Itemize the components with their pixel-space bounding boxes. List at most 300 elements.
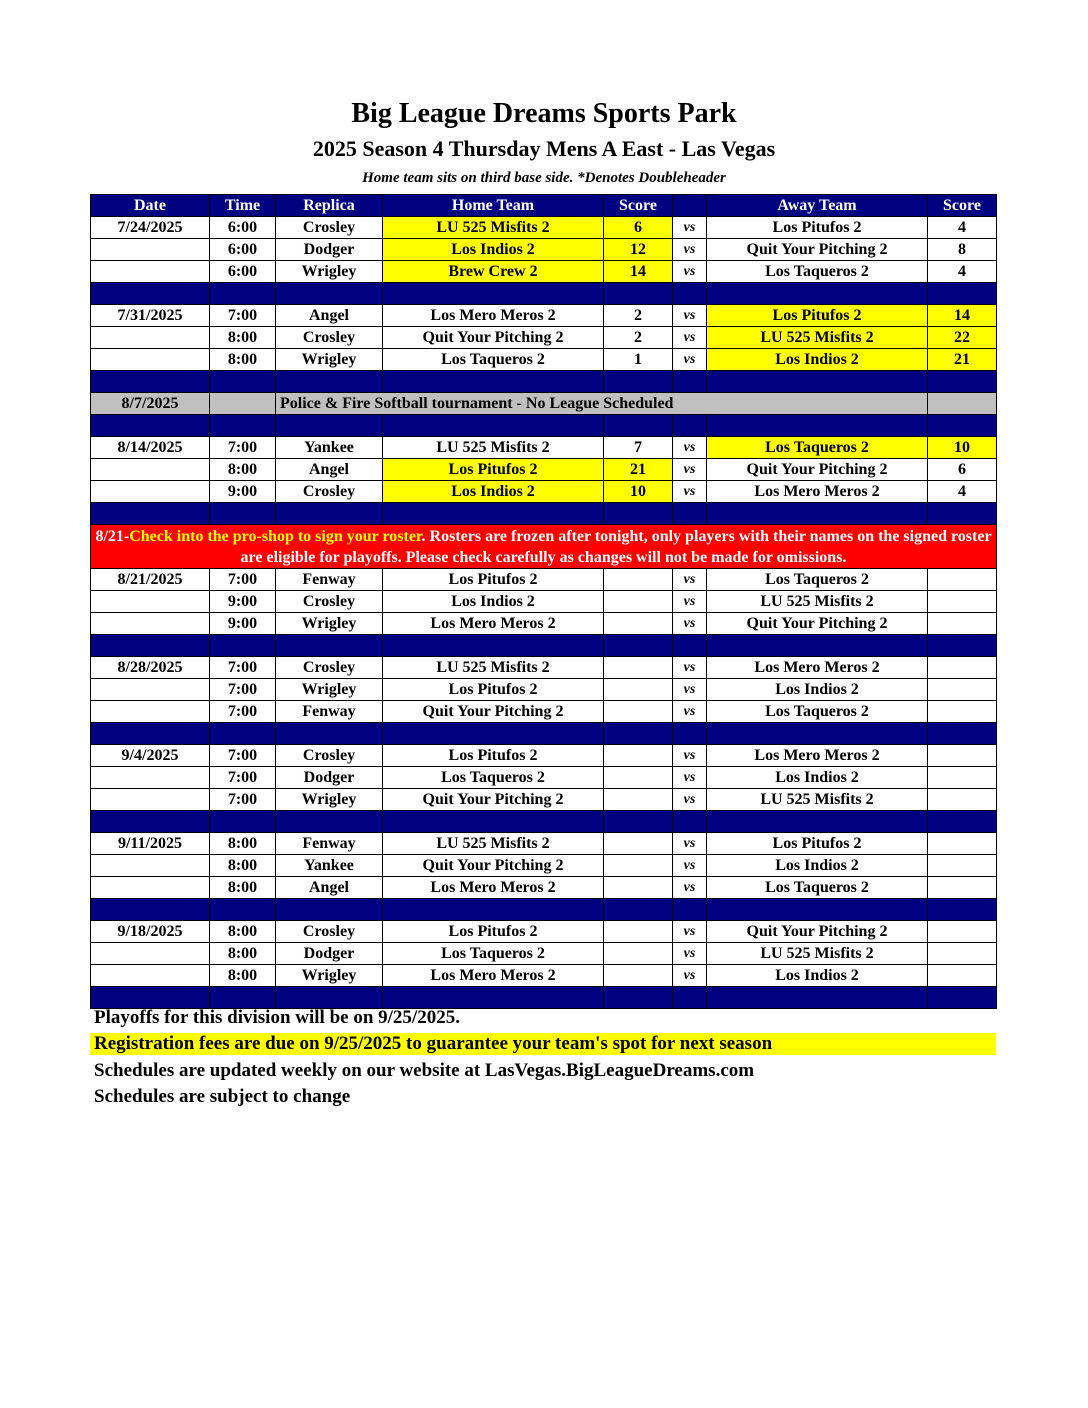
away-team: Los Pitufos 2 [707, 217, 928, 239]
separator-cell [383, 811, 604, 833]
away-score: 14 [928, 305, 997, 327]
game-time: 7:00 [210, 437, 276, 459]
separator-cell [673, 811, 707, 833]
home-team: LU 525 Misfits 2 [383, 657, 604, 679]
home-score [604, 833, 673, 855]
separator-cell [276, 811, 383, 833]
home-score [604, 789, 673, 811]
home-team: LU 525 Misfits 2 [383, 217, 604, 239]
separator-cell [276, 503, 383, 525]
col-away-score: Score [928, 195, 997, 217]
game-row [91, 943, 997, 965]
away-team: Los Mero Meros 2 [707, 745, 928, 767]
away-team: Los Mero Meros 2 [707, 657, 928, 679]
separator-cell [673, 987, 707, 1009]
separator-cell [383, 635, 604, 657]
separator-cell [604, 283, 673, 305]
vs-label: vs [673, 965, 707, 987]
away-score [928, 943, 997, 965]
home-team: Los Pitufos 2 [383, 459, 604, 481]
game-row [91, 239, 997, 261]
week-date-empty [91, 877, 210, 899]
separator-cell [91, 371, 210, 393]
separator-cell [604, 987, 673, 1009]
away-team: Los Taqueros 2 [707, 437, 928, 459]
game-time: 8:00 [210, 921, 276, 943]
game-field: Crosley [276, 217, 383, 239]
home-score [604, 591, 673, 613]
game-time: 7:00 [210, 701, 276, 723]
separator-cell [707, 503, 928, 525]
game-row [91, 327, 997, 349]
week-date-empty [91, 591, 210, 613]
separator-cell [383, 371, 604, 393]
notice-empty [210, 393, 276, 415]
separator-cell [604, 635, 673, 657]
vs-label: vs [673, 261, 707, 283]
game-time: 8:00 [210, 459, 276, 481]
separator-cell [276, 415, 383, 437]
vs-label: vs [673, 921, 707, 943]
separator-row [91, 987, 997, 1009]
away-score: 4 [928, 217, 997, 239]
home-team: Los Indios 2 [383, 239, 604, 261]
game-row [91, 261, 997, 283]
game-field: Angel [276, 877, 383, 899]
separator-cell [210, 723, 276, 745]
home-score [604, 701, 673, 723]
col-away-team: Away Team [707, 195, 928, 217]
game-time: 7:00 [210, 745, 276, 767]
separator-cell [707, 811, 928, 833]
game-time: 8:00 [210, 965, 276, 987]
separator-cell [383, 987, 604, 1009]
game-field: Fenway [276, 833, 383, 855]
home-score: 14 [604, 261, 673, 283]
away-score: 21 [928, 349, 997, 371]
game-row [91, 305, 997, 327]
separator-cell [210, 811, 276, 833]
game-field: Crosley [276, 745, 383, 767]
away-score [928, 855, 997, 877]
game-field: Yankee [276, 437, 383, 459]
home-team: Los Taqueros 2 [383, 349, 604, 371]
change-note: Schedules are subject to change [94, 1086, 351, 1107]
game-field: Wrigley [276, 349, 383, 371]
away-score [928, 877, 997, 899]
vs-label: vs [673, 349, 707, 371]
game-time: 6:00 [210, 239, 276, 261]
away-score [928, 679, 997, 701]
separator-cell [210, 415, 276, 437]
away-team: Quit Your Pitching 2 [707, 613, 928, 635]
vs-label: vs [673, 437, 707, 459]
week-date: 7/31/2025 [91, 305, 210, 327]
home-team: LU 525 Misfits 2 [383, 833, 604, 855]
notice-message: Police & Fire Softball tournament - No League Scheduled [276, 393, 928, 415]
game-field: Fenway [276, 701, 383, 723]
roster-alert-row [91, 525, 997, 569]
game-row [91, 833, 997, 855]
game-field: Dodger [276, 943, 383, 965]
week-date-empty [91, 965, 210, 987]
vs-label: vs [673, 613, 707, 635]
separator-row [91, 415, 997, 437]
game-field: Crosley [276, 327, 383, 349]
separator-cell [928, 723, 997, 745]
week-date-empty [91, 679, 210, 701]
away-score [928, 745, 997, 767]
week-date: 8/21/2025 [91, 569, 210, 591]
home-team: LU 525 Misfits 2 [383, 437, 604, 459]
away-score [928, 569, 997, 591]
separator-cell [383, 723, 604, 745]
separator-cell [276, 723, 383, 745]
schedule-table [90, 194, 997, 1009]
away-team: Los Indios 2 [707, 349, 928, 371]
separator-cell [91, 811, 210, 833]
away-team: LU 525 Misfits 2 [707, 789, 928, 811]
home-team: Brew Crew 2 [383, 261, 604, 283]
schedule-note: Home team sits on third base side. *Denotes Doubleheader [362, 170, 726, 186]
vs-label: vs [673, 239, 707, 261]
game-row [91, 701, 997, 723]
vs-label: vs [673, 217, 707, 239]
game-time: 7:00 [210, 789, 276, 811]
separator-cell [707, 723, 928, 745]
home-score: 21 [604, 459, 673, 481]
away-team: Quit Your Pitching 2 [707, 459, 928, 481]
away-score: 22 [928, 327, 997, 349]
separator-cell [673, 635, 707, 657]
vs-label: vs [673, 943, 707, 965]
game-field: Wrigley [276, 965, 383, 987]
separator-cell [276, 635, 383, 657]
away-team: Los Taqueros 2 [707, 877, 928, 899]
separator-cell [91, 283, 210, 305]
col-vs [673, 195, 707, 217]
separator-cell [91, 987, 210, 1009]
col-date: Date [91, 195, 210, 217]
game-field: Dodger [276, 239, 383, 261]
week-date-empty [91, 767, 210, 789]
week-date-empty [91, 701, 210, 723]
separator-cell [604, 899, 673, 921]
separator-cell [91, 503, 210, 525]
game-time: 9:00 [210, 591, 276, 613]
separator-cell [91, 723, 210, 745]
game-time: 9:00 [210, 613, 276, 635]
home-score: 2 [604, 305, 673, 327]
separator-cell [210, 503, 276, 525]
home-score: 6 [604, 217, 673, 239]
col-home-score: Score [604, 195, 673, 217]
vs-label: vs [673, 327, 707, 349]
home-score [604, 569, 673, 591]
home-team: Los Taqueros 2 [383, 767, 604, 789]
separator-cell [91, 899, 210, 921]
roster-alert [91, 525, 997, 569]
away-score [928, 767, 997, 789]
no-league-row [91, 393, 997, 415]
separator-cell [276, 283, 383, 305]
separator-cell [707, 371, 928, 393]
separator-cell [707, 987, 928, 1009]
game-row [91, 745, 997, 767]
page-subtitle: 2025 Season 4 Thursday Mens A East - Las Vegas [312, 136, 776, 161]
separator-cell [276, 371, 383, 393]
separator-cell [928, 415, 997, 437]
game-row [91, 613, 997, 635]
separator-cell [276, 899, 383, 921]
separator-cell [707, 635, 928, 657]
separator-cell [928, 371, 997, 393]
game-field: Crosley [276, 657, 383, 679]
week-date-empty [91, 943, 210, 965]
home-team: Quit Your Pitching 2 [383, 855, 604, 877]
home-score: 12 [604, 239, 673, 261]
game-row [91, 437, 997, 459]
separator-cell [604, 723, 673, 745]
vs-label: vs [673, 833, 707, 855]
home-team: Los Pitufos 2 [383, 569, 604, 591]
away-team: Los Indios 2 [707, 767, 928, 789]
game-row [91, 921, 997, 943]
vs-label: vs [673, 459, 707, 481]
week-date: 7/24/2025 [91, 217, 210, 239]
week-date: 9/18/2025 [91, 921, 210, 943]
game-time: 7:00 [210, 569, 276, 591]
page-title: Big League Dreams Sports Park [351, 98, 737, 129]
home-team: Los Mero Meros 2 [383, 877, 604, 899]
separator-cell [673, 283, 707, 305]
separator-cell [673, 899, 707, 921]
week-date-empty [91, 261, 210, 283]
separator-cell [210, 899, 276, 921]
game-field: Crosley [276, 481, 383, 503]
home-score [604, 855, 673, 877]
separator-cell [604, 503, 673, 525]
alert-prefix: 8/21- [95, 527, 130, 545]
separator-cell [673, 371, 707, 393]
separator-row [91, 503, 997, 525]
home-score: 1 [604, 349, 673, 371]
separator-cell [928, 987, 997, 1009]
separator-cell [604, 371, 673, 393]
separator-cell [673, 415, 707, 437]
game-time: 8:00 [210, 349, 276, 371]
game-field: Wrigley [276, 613, 383, 635]
home-team: Quit Your Pitching 2 [383, 789, 604, 811]
game-field: Crosley [276, 591, 383, 613]
away-score: 10 [928, 437, 997, 459]
alert-text: . Rosters are frozen after tonight, only players with their names on the signed roster are eligible for playoffs. Please check carefully as changes will not be made for omissions. [240, 527, 992, 566]
game-field: Angel [276, 459, 383, 481]
vs-label: vs [673, 305, 707, 327]
game-row [91, 789, 997, 811]
game-time: 7:00 [210, 767, 276, 789]
separator-cell [707, 283, 928, 305]
home-score [604, 679, 673, 701]
week-date: 8/14/2025 [91, 437, 210, 459]
week-date-empty [91, 613, 210, 635]
vs-label: vs [673, 767, 707, 789]
home-team: Quit Your Pitching 2 [383, 327, 604, 349]
separator-cell [210, 635, 276, 657]
home-team: Los Indios 2 [383, 481, 604, 503]
vs-label: vs [673, 679, 707, 701]
away-score [928, 833, 997, 855]
home-score [604, 613, 673, 635]
week-date-empty [91, 239, 210, 261]
home-team: Los Pitufos 2 [383, 921, 604, 943]
week-date: 9/4/2025 [91, 745, 210, 767]
game-time: 8:00 [210, 877, 276, 899]
game-time: 6:00 [210, 261, 276, 283]
home-team: Los Mero Meros 2 [383, 305, 604, 327]
week-date-empty [91, 459, 210, 481]
separator-cell [383, 283, 604, 305]
website-note: Schedules are updated weekly on our website at LasVegas.BigLeagueDreams.com [94, 1060, 755, 1081]
playoffs-note: Playoffs for this division will be on 9/25/2025. [94, 1007, 460, 1028]
home-score [604, 921, 673, 943]
away-team: Quit Your Pitching 2 [707, 921, 928, 943]
away-team: Los Taqueros 2 [707, 261, 928, 283]
home-score [604, 745, 673, 767]
game-time: 6:00 [210, 217, 276, 239]
alert-highlight: Check into the pro-shop to sign your roster [129, 527, 422, 545]
away-score [928, 789, 997, 811]
separator-row [91, 723, 997, 745]
game-field: Crosley [276, 921, 383, 943]
away-team: Los Pitufos 2 [707, 833, 928, 855]
vs-label: vs [673, 591, 707, 613]
vs-label: vs [673, 701, 707, 723]
vs-label: vs [673, 657, 707, 679]
game-row [91, 679, 997, 701]
game-time: 8:00 [210, 833, 276, 855]
week-date-empty [91, 481, 210, 503]
game-row [91, 459, 997, 481]
home-team: Los Mero Meros 2 [383, 965, 604, 987]
away-team: LU 525 Misfits 2 [707, 591, 928, 613]
away-score [928, 591, 997, 613]
week-date-empty [91, 789, 210, 811]
away-score [928, 701, 997, 723]
separator-cell [210, 283, 276, 305]
col-home-team: Home Team [383, 195, 604, 217]
game-row [91, 657, 997, 679]
game-field: Wrigley [276, 261, 383, 283]
home-team: Los Pitufos 2 [383, 745, 604, 767]
game-field: Wrigley [276, 789, 383, 811]
col-replica: Replica [276, 195, 383, 217]
game-time: 7:00 [210, 679, 276, 701]
home-score [604, 657, 673, 679]
vs-label: vs [673, 569, 707, 591]
vs-label: vs [673, 789, 707, 811]
separator-row [91, 899, 997, 921]
home-team: Quit Your Pitching 2 [383, 701, 604, 723]
home-score [604, 877, 673, 899]
away-score [928, 613, 997, 635]
away-score: 6 [928, 459, 997, 481]
game-time: 7:00 [210, 305, 276, 327]
game-field: Wrigley [276, 679, 383, 701]
game-row [91, 481, 997, 503]
game-row [91, 349, 997, 371]
separator-row [91, 283, 997, 305]
home-score [604, 965, 673, 987]
game-row [91, 217, 997, 239]
game-row [91, 855, 997, 877]
game-row [91, 767, 997, 789]
home-team: Los Pitufos 2 [383, 679, 604, 701]
game-row [91, 569, 997, 591]
game-row [91, 965, 997, 987]
separator-cell [210, 371, 276, 393]
away-score: 4 [928, 261, 997, 283]
separator-cell [91, 415, 210, 437]
away-team: Los Taqueros 2 [707, 569, 928, 591]
notice-empty [928, 393, 997, 415]
vs-label: vs [673, 877, 707, 899]
separator-cell [928, 635, 997, 657]
game-time: 8:00 [210, 327, 276, 349]
week-date-empty [91, 327, 210, 349]
week-date: 9/11/2025 [91, 833, 210, 855]
home-team: Los Indios 2 [383, 591, 604, 613]
vs-label: vs [673, 855, 707, 877]
registration-note: Registration fees are due on 9/25/2025 to guarantee your team's spot for next season [90, 1033, 996, 1055]
vs-label: vs [673, 481, 707, 503]
away-team: Los Mero Meros 2 [707, 481, 928, 503]
separator-cell [928, 811, 997, 833]
game-row [91, 877, 997, 899]
separator-cell [383, 415, 604, 437]
table-header-row [91, 195, 997, 217]
separator-cell [604, 415, 673, 437]
away-team: Los Indios 2 [707, 965, 928, 987]
separator-row [91, 811, 997, 833]
separator-cell [210, 987, 276, 1009]
separator-cell [91, 635, 210, 657]
separator-cell [673, 723, 707, 745]
game-time: 8:00 [210, 855, 276, 877]
week-date: 8/7/2025 [91, 393, 210, 415]
game-field: Dodger [276, 767, 383, 789]
game-field: Fenway [276, 569, 383, 591]
away-team: Los Indios 2 [707, 855, 928, 877]
separator-row [91, 371, 997, 393]
away-team: Quit Your Pitching 2 [707, 239, 928, 261]
home-team: Los Taqueros 2 [383, 943, 604, 965]
home-team: Los Mero Meros 2 [383, 613, 604, 635]
game-time: 7:00 [210, 657, 276, 679]
col-time: Time [210, 195, 276, 217]
separator-cell [928, 899, 997, 921]
away-team: Los Pitufos 2 [707, 305, 928, 327]
game-time: 8:00 [210, 943, 276, 965]
away-score [928, 657, 997, 679]
game-field: Yankee [276, 855, 383, 877]
home-score: 7 [604, 437, 673, 459]
home-score: 10 [604, 481, 673, 503]
separator-cell [928, 503, 997, 525]
home-score [604, 767, 673, 789]
away-team: LU 525 Misfits 2 [707, 327, 928, 349]
schedule-body [91, 217, 997, 1009]
